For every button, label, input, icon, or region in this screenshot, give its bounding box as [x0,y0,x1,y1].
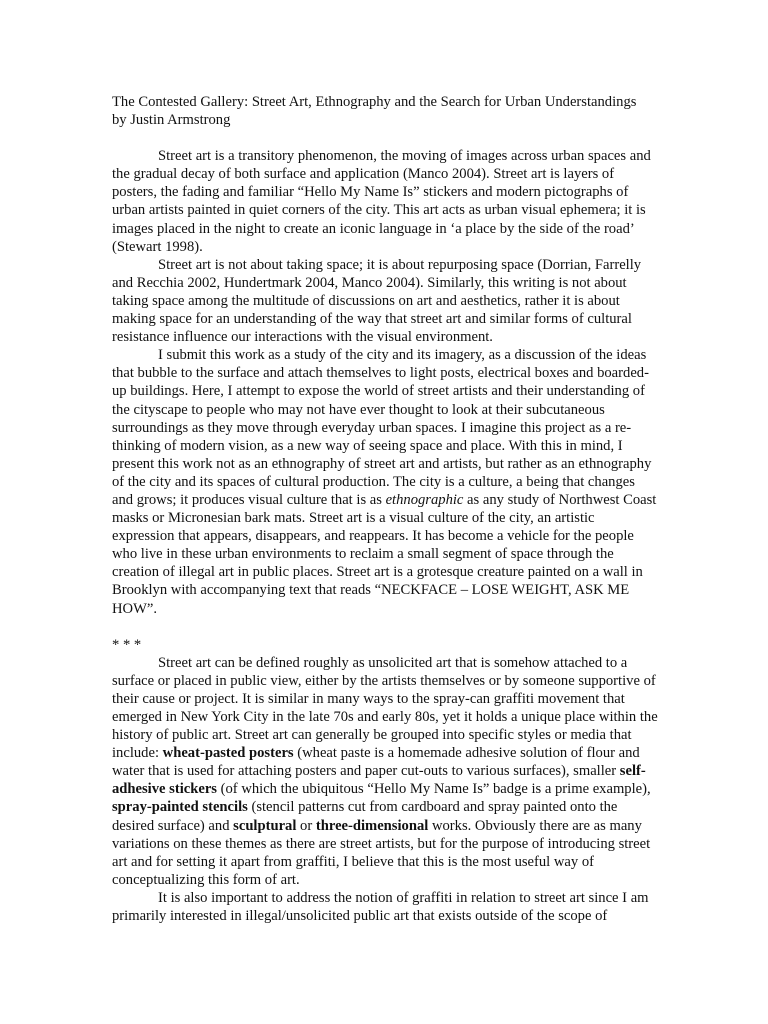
spacer [112,618,658,636]
term-three-dimensional: three-dimensional [315,817,429,834]
paragraph-4-text: Street art can be defined roughly as unsolicited art that is somehow attached to a surface or placed in public view, either by the artists themselves or by someone supportive of their cause or project. It is similar in many ways to the spray-can graffiti movement that emerged in New York City in the late 70s and early 80s, yet it holds a unique place within the history of public art. Street art can generally be grouped into specific styles or media that include: [112,654,658,762]
paragraph-3-emphasis: ethnographic [385,491,464,508]
term-spray-painted-stencils: spray-painted stencils [112,799,248,816]
paragraph-3 [112,346,658,617]
paragraph-1: Street art is a transitory phenomenon, the moving of images across urban spaces and the gradual decay of both surface and application (Manco 2004). Street art is layers of posters, the fading and familiar “Hello My Name Is” stickers and modern pictographs of urban artists painted in quiet corners of the city. This art acts as urban visual ephemera; it is images placed in the night to create an iconic language in ‘a place by the side of the road’ (Stewart 1998). [112,148,651,255]
paragraph-4-text: (wheat paste is a homemade adhesive solution of flour and water that is used for attaching posters and paper cut-outs to various surfaces), smaller [112,745,640,780]
paragraph-4-text: or [296,817,316,834]
section-separator: * * * [112,636,142,653]
term-self-adhesive-stickers: self-adhesive stickers [112,763,646,798]
paragraph-3-text-a: I submit this work as a study of the city and its imagery, as a discussion of the ideas that bubble to the surface and attach themselves to light posts, electrical boxes and boarded-up buildings. Here, I attempt to expose the world of street artists and their understanding of the cityscape to people who may not have ever thought to look at their subcutaneous surroundings as they move through everyday urban spaces. I imagine this project as a re-thinking of modern vision, as a new way of seeing space and place. With this in mind, I present this work not as an ethnography of street art and artists, but rather as an ethnography of the city and its spaces of cultural production. The city is a culture, a being that changes and grows; it produces visual culture that is as [112,347,652,508]
paragraph-2: Street art is not about taking space; it is about repurposing space (Dorrian, Farrelly and Recchia 2002, Hundertmark 2004, Manco 2004). Similarly, this writing is not about taking space among the multitude of discussions on art and aesthetics, rather it is about making space for an understanding of the way that street art and similar forms of cultural resistance influence our interactions with the visual environment. [112,256,642,346]
paragraph-4-text: works. Obviously there are as many variations on these themes as there are street artists, but for the purpose of introducing street art and for setting it apart from graffiti, I believe that this is the most useful way of conceptualizing this form of art. [112,817,651,888]
paragraph-4-text: (of which the ubiquitous “Hello My Name Is” badge is a prime example), [217,781,651,798]
paragraph-4 [112,654,658,889]
document-page [112,93,658,925]
spacer [112,129,658,147]
paragraph-4-text: (stencil patterns cut from cardboard and spray painted onto the desired surface) and [112,799,618,834]
document-author: by Justin Armstrong [112,112,231,129]
document-title: The Contested Gallery: Street Art, Ethnography and the Search for Urban Understandings [112,94,637,110]
paragraph-5: It is also important to address the notion of graffiti in relation to street art since I am primarily interested in illegal/unsolicited public art that exists outside of the scope of [112,889,649,925]
term-wheat-pasted-posters: wheat-pasted posters [162,745,294,762]
paragraph-3-text-b: as any study of Northwest Coast masks or Micronesian bark mats. Street art is a visual culture of the city, an artistic expression that appears, disappears, and reappears. It has become a vehicle for the people who live in these urban environments to reclaim a small segment of space through the creation of illegal art in public places. Street art is a grotesque creature painted on a wall in Brooklyn with accompanying text that reads “NECKFACE – LOSE WEIGHT, ASK ME HOW”. [112,491,657,617]
term-sculptural: sculptural [233,817,297,834]
